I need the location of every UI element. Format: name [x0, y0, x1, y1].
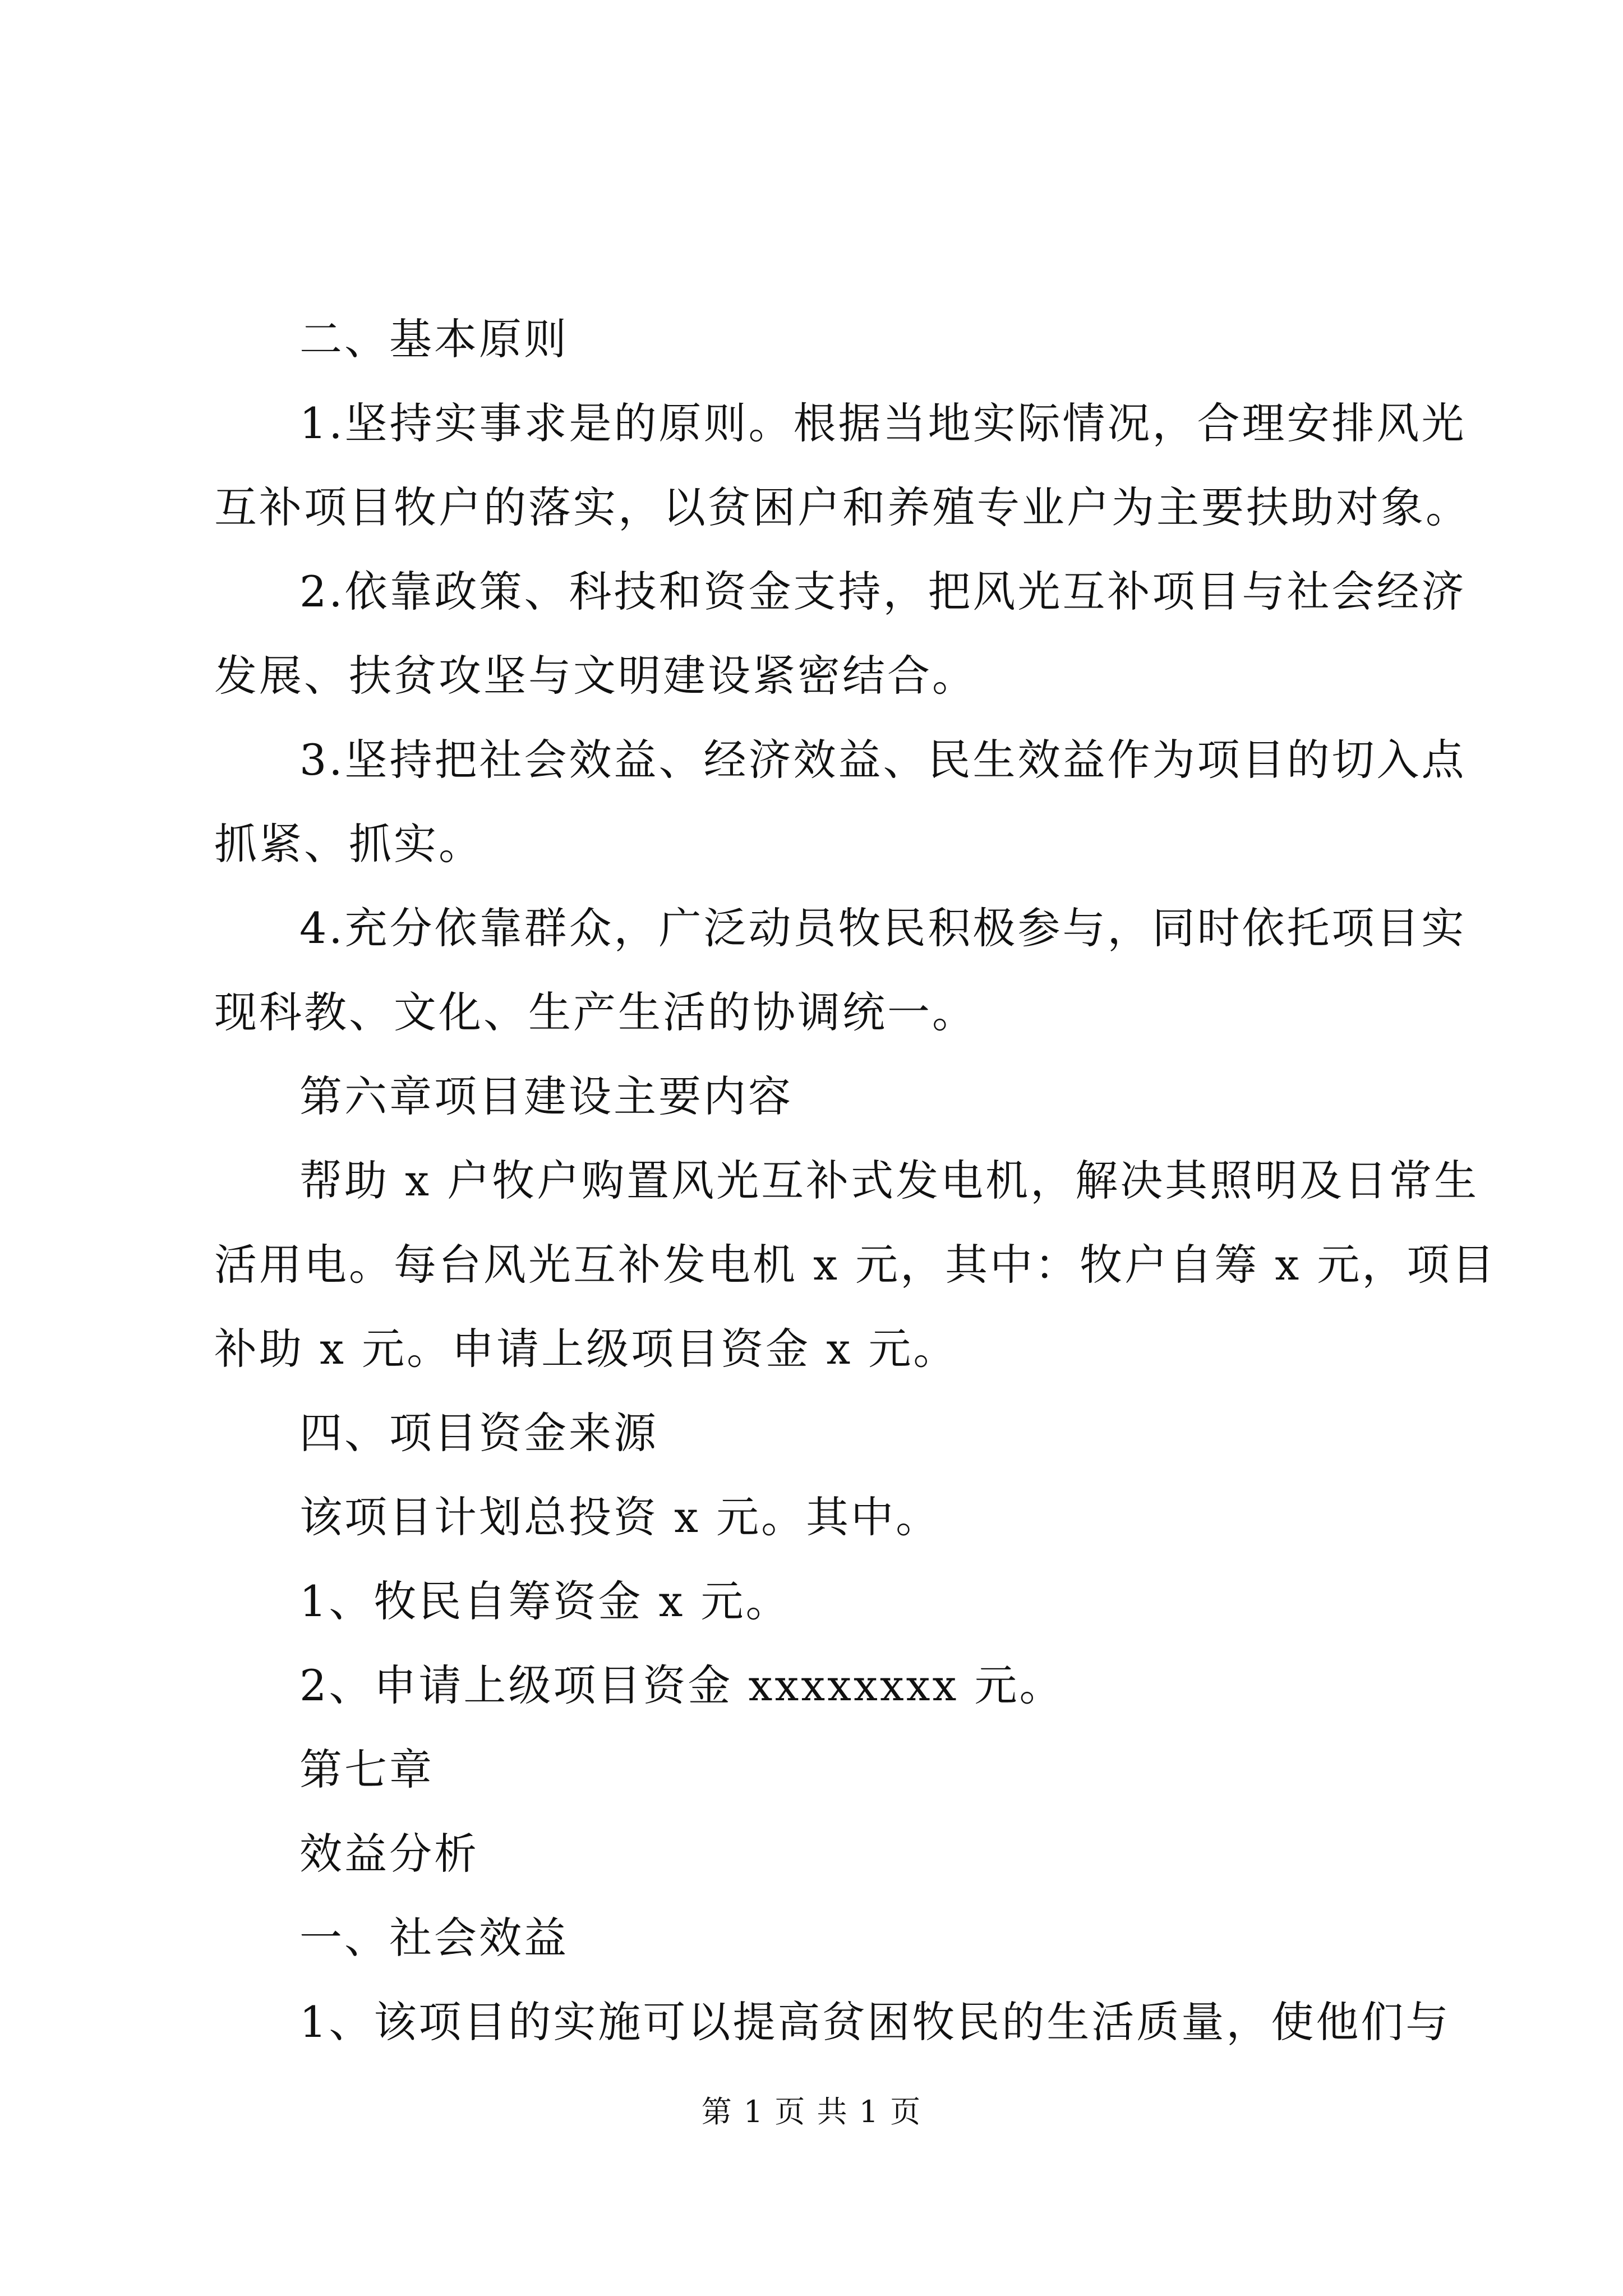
document-body [214, 297, 1497, 2064]
section-heading-benefit-analysis: 效益分析 [299, 1829, 479, 1879]
list-item: 1、该项目的实施可以提高贫困牧民的生活质量，使他们与 [299, 1997, 1451, 2047]
paragraph-line: 抓紧、抓实。 [214, 819, 483, 869]
paragraph-line: 现科教、文化、生产生活的协调统一。 [214, 987, 977, 1037]
paragraph-line: 2.依靠政策、科技和资金支持，把风光互补项目与社会经济 [299, 567, 1467, 616]
section-heading-basic-principles: 二、基本原则 [299, 314, 569, 364]
list-item: 1、牧民自筹资金 x 元。 [299, 1576, 791, 1626]
paragraph-line: 3.坚持把社会效益、经济效益、民生效益作为项目的切入点 [299, 735, 1467, 785]
paragraph-line: 发展、扶贫攻坚与文明建设紧密结合。 [214, 651, 977, 701]
paragraph-line: 1.坚持实事求是的原则。根据当地实际情况，合理安排风光 [299, 398, 1467, 448]
page-footer: 第 1 页 共 1 页 [701, 2094, 922, 2129]
list-item: 2、申请上级项目资金 xxxxxxxx 元。 [299, 1660, 1064, 1710]
paragraph-line: 互补项目牧户的落实，以贫困户和养殖专业户为主要扶助对象。 [214, 482, 1470, 532]
paragraph-line: 4.充分依靠群众，广泛动员牧民积极参与，同时依托项目实 [299, 903, 1467, 953]
section-heading-social-benefit: 一、社会效益 [299, 1913, 569, 1963]
paragraph-line: 帮助 x 户牧户购置风光互补式发电机，解决其照明及日常生 [299, 1156, 1479, 1205]
paragraph-line: 补助 x 元。申请上级项目资金 x 元。 [214, 1324, 958, 1374]
section-heading-funding-source: 四、项目资金来源 [299, 1408, 658, 1458]
chapter-heading-six: 第六章项目建设主要内容 [299, 1071, 793, 1121]
chapter-heading-seven: 第七章 [299, 1745, 434, 1795]
paragraph-line: 该项目计划总投资 x 元。其中。 [299, 1492, 941, 1542]
paragraph-line: 活用电。每台风光互补发电机 x 元，其中：牧户自筹 x 元，项目 [214, 1240, 1497, 1290]
